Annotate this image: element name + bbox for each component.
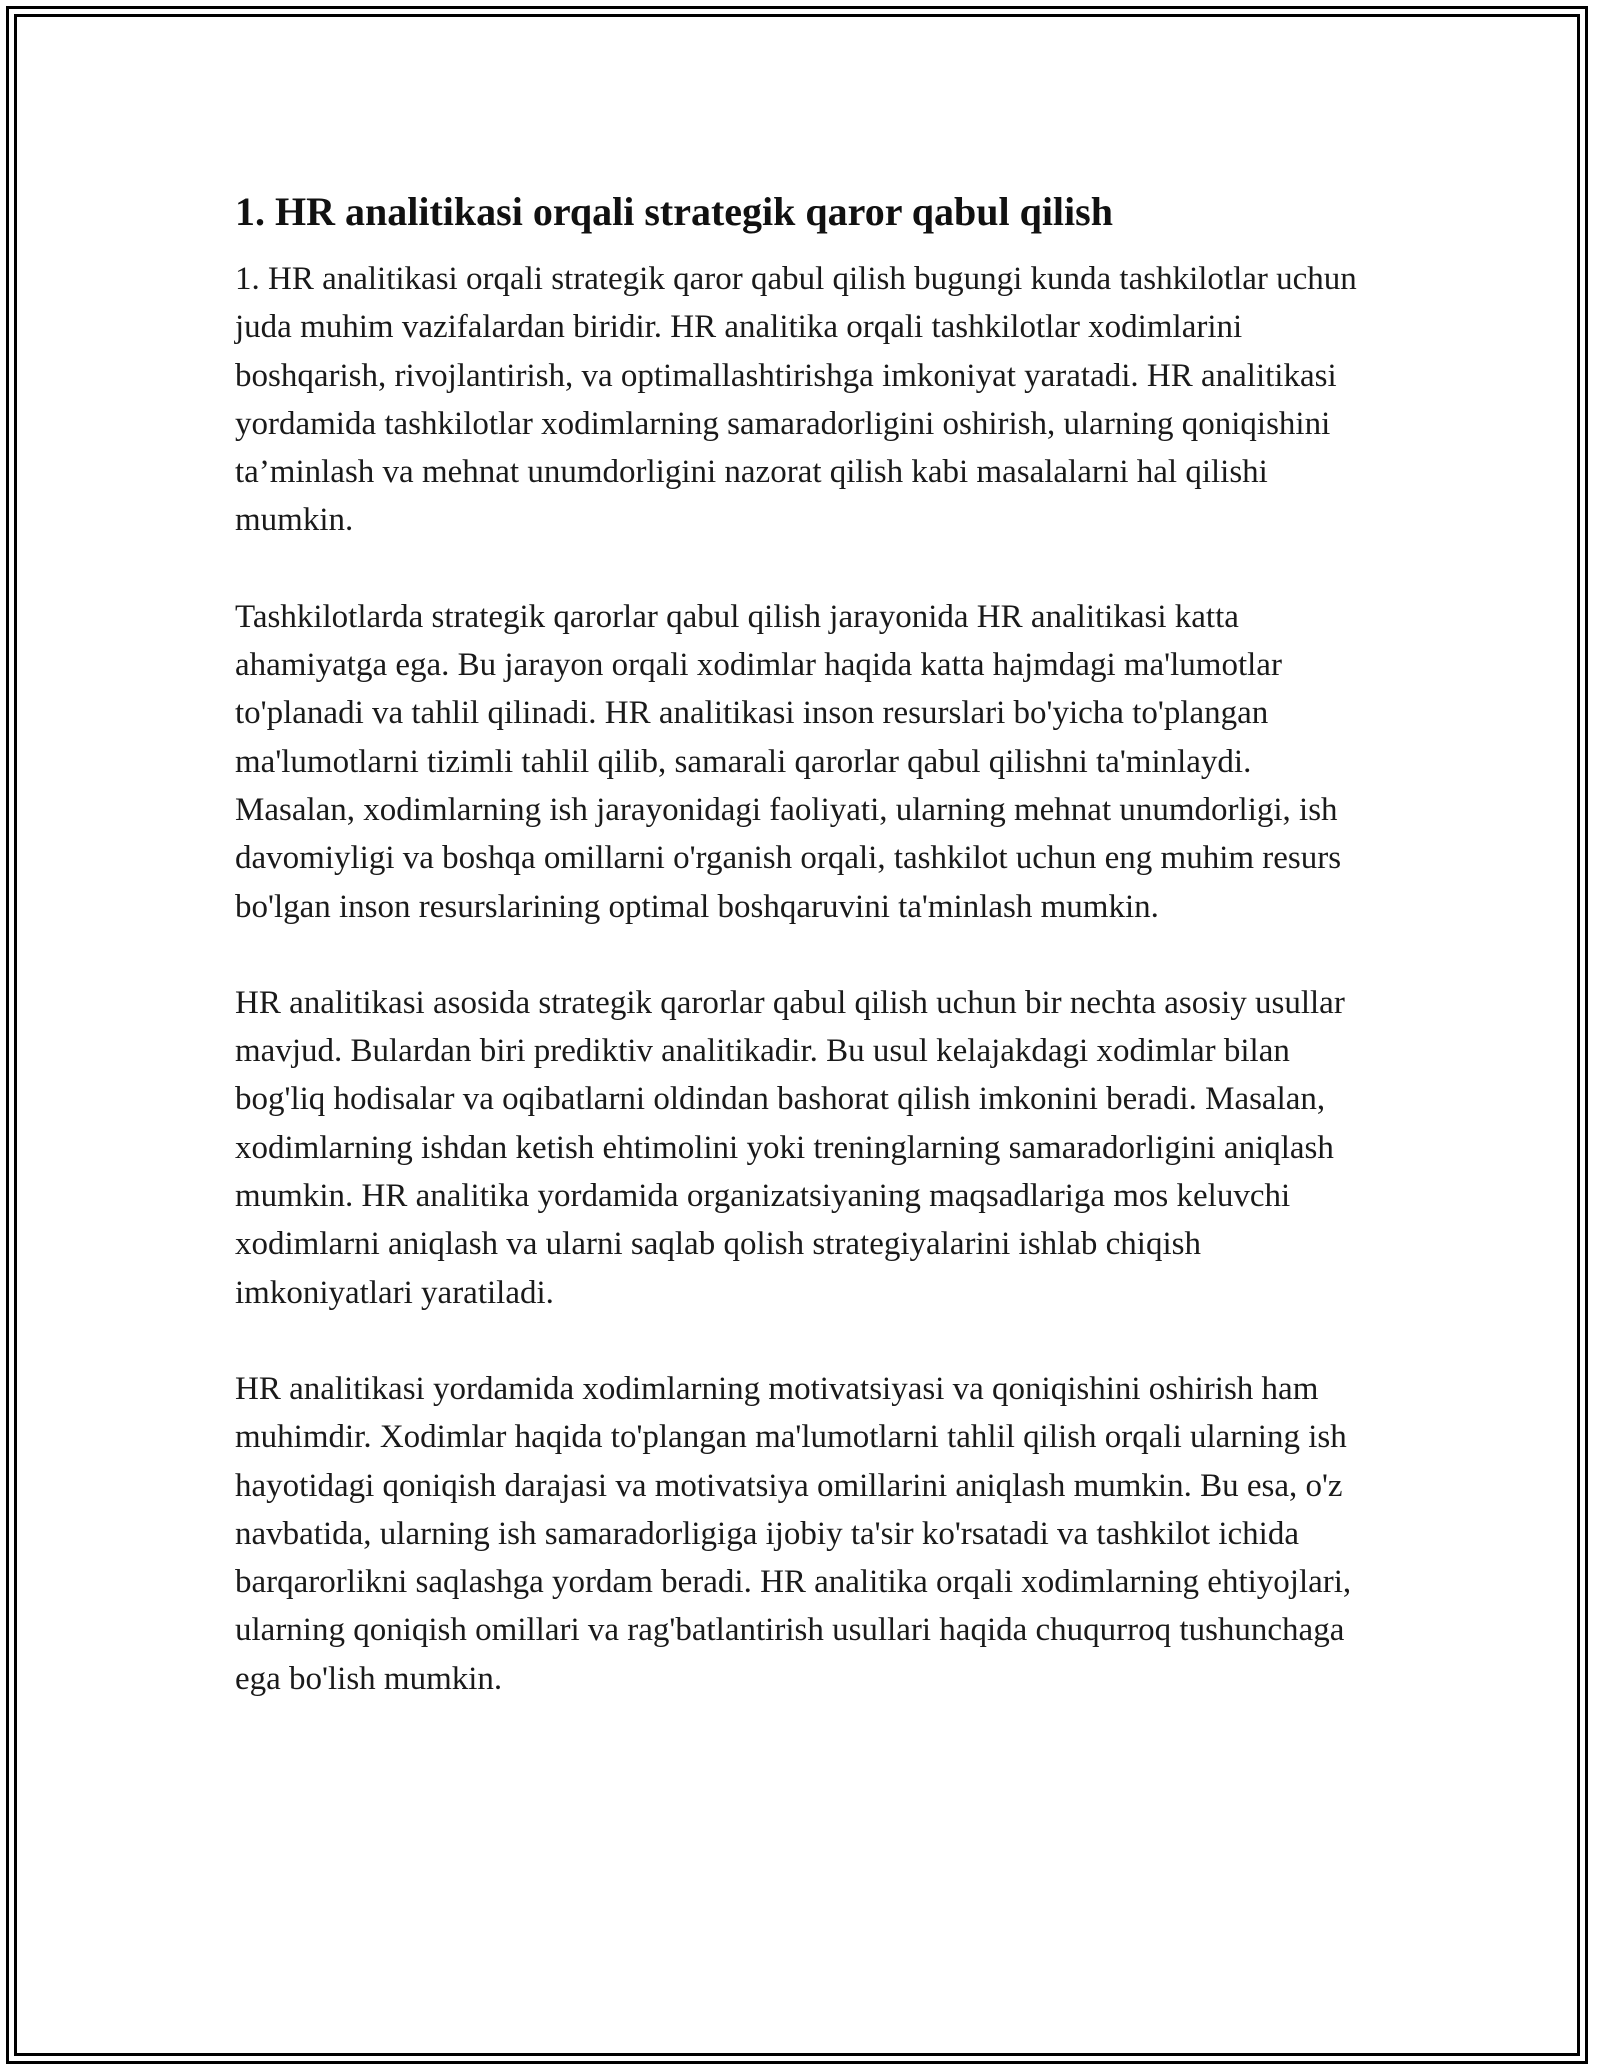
paragraph-1: 1. HR analitikasi orqali strategik qaror qabul qilish bugungi kunda tashkilotlar uchun juda muhim vazifalardan biridir. HR analitika orqali tashkilotlar xodimlarini boshqarish, rivojlantirish, va optimallashtirishga imkoniyat yaratadi. HR analitikasi yordamida tashkilotlar xodimlarning samaradorligini oshirish, ularning qoniqishini ta’minlash va mehnat unumdorligini nazorat qilish kabi masalalarni hal qilishi mumkin. (235, 261, 1357, 539)
document-body (235, 185, 1365, 1751)
document-heading: 1. HR analitikasi orqali strategik qaror qabul qilish (235, 189, 1113, 234)
paragraph-3: HR analitikasi asosida strategik qarorlar qabul qilish uchun bir nechta asosiy usullar mavjud. Bulardan biri prediktiv analitikadir. Bu usul kelajakdagi xodimlar bilan bog'liq hodisalar va oqibatlarni oldindan bashorat qilish imkonini beradi. Masalan, xodimlarning ishdan ketish ehtimolini yoki treninglarning samaradorligini aniqlash mumkin. HR analitika yordamida organizatsiyaning maqsadlariga mos keluvchi xodimlarni aniqlash va ularni saqlab qolish strategiyalarini ishlab chiqish imkoniyatlari yaratiladi. (235, 984, 1345, 1311)
paragraph-2: Tashkilotlarda strategik qarorlar qabul qilish jarayonida HR analitikasi katta ahamiyatga ega. Bu jarayon orqali xodimlar haqida katta hajmdagi ma'lumotlar to'planadi va tahlil qilinadi. HR analitikasi inson resurslari bo'yicha to'plangan ma'lumotlarni tizimli tahlil qilib, samarali qarorlar qabul qilishni ta'minlaydi. Masalan, xodimlarning ish jarayonidagi faoliyati, ularning mehnat unumdorligi, ish davomiyligi va boshqa omillarni o'rganish orqali, tashkilot uchun eng muhim resurs bo'lgan inson resurslarining optimal boshqaruvini ta'minlash mumkin. (235, 598, 1342, 925)
paragraph-4: HR analitikasi yordamida xodimlarning motivatsiyasi va qoniqishini oshirish ham muhimdir. Xodimlar haqida to'plangan ma'lumotlarni tahlil qilish orqali ularning ish hayotidagi qoniqish darajasi va motivatsiya omillarini aniqlash mumkin. Bu esa, o'z navbatida, ularning ish samaradorligiga ijobiy ta'sir ko'rsatadi va tashkilot ichida barqarorlikni saqlashga yordam beradi. HR analitika orqali xodimlarning ehtiyojlari, ularning qoniqish omillari va rag'batlantirish usullari haqida chuqurroq tushunchaga ega bo'lish mumkin. (235, 1370, 1352, 1697)
